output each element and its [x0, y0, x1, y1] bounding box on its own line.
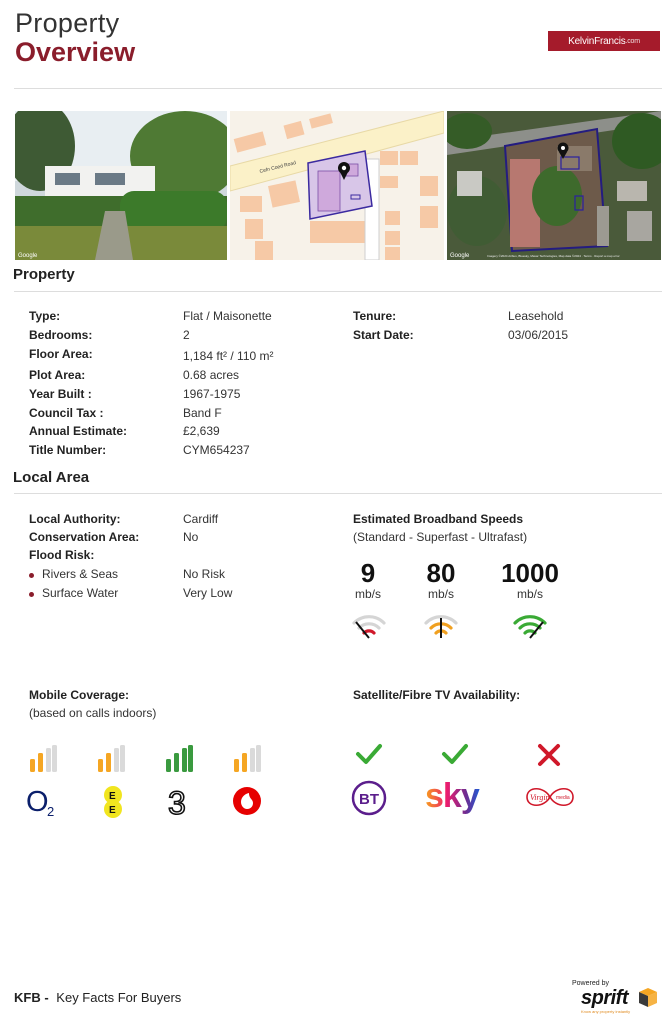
sky-logo-text: sky — [425, 777, 479, 815]
powered-by-label: Powered by — [572, 980, 609, 987]
three-logo-icon — [167, 785, 193, 824]
bullet-icon — [29, 592, 34, 597]
type-label: Type: — [29, 309, 61, 323]
site-plan-map — [230, 111, 444, 260]
council-tax-label: Council Tax : — [29, 406, 104, 420]
speed-standard-value: 9 — [360, 558, 376, 588]
bt-logo-text: BT — [359, 791, 379, 808]
three-signal-icon — [165, 745, 193, 777]
tenure-label: Tenure: — [353, 309, 397, 323]
annual-estimate-label: Annual Estimate: — [29, 424, 128, 438]
o2-signal-icon — [29, 745, 57, 777]
local-area-divider — [14, 493, 662, 494]
mobile-heading: Mobile Coverage: — [29, 688, 130, 702]
footer-kfb — [14, 990, 181, 1005]
gauge-superfast-icon — [424, 612, 458, 647]
street-view-photo — [15, 111, 227, 260]
local-area-heading: Local Area — [13, 469, 90, 486]
vodafone-signal-icon — [233, 745, 261, 777]
bullet-icon — [29, 573, 34, 578]
sky-check-icon — [441, 743, 469, 770]
year-built-label: Year Built : — [29, 387, 92, 401]
local-authority-label: Local Authority: — [29, 512, 121, 526]
conservation-label: Conservation Area: — [29, 530, 140, 544]
speed-ultrafast-unit: mb/s — [516, 587, 543, 601]
street-view-credit: Google — [18, 253, 38, 259]
satellite-credit: Google — [450, 253, 470, 259]
annual-estimate-value: £2,639 — [183, 424, 220, 438]
start-date-value: 03/06/2015 — [508, 328, 569, 342]
sprift-tagline: Know any property instantly — [581, 1009, 631, 1014]
broadband-subheading: (Standard - Superfast - Ultrafast) — [353, 530, 528, 544]
broadband-heading: Estimated Broadband Speeds — [353, 512, 524, 526]
floor-area-label: Floor Area: — [29, 347, 93, 361]
footer-tagline: Key Facts For Buyers — [56, 990, 182, 1005]
tenure-value: Leasehold — [508, 309, 564, 323]
vodafone-logo-icon — [232, 786, 262, 821]
surface-water-label: Surface Water — [42, 586, 119, 600]
conservation-value: No — [183, 530, 199, 544]
page-title-line1: Property — [15, 8, 120, 38]
o2-logo-icon — [26, 785, 62, 824]
brand-suffix: .com — [625, 37, 640, 45]
svg-text:O: O — [26, 786, 49, 818]
brand-logo — [548, 31, 660, 51]
plot-area-label: Plot Area: — [29, 368, 86, 382]
virgin-media-logo-text: media — [556, 795, 570, 801]
bt-logo-icon — [351, 780, 387, 821]
bedrooms-label: Bedrooms: — [29, 328, 93, 342]
page-title-line2: Overview — [15, 37, 136, 67]
ee-logo-icon — [101, 784, 125, 825]
surface-water-value: Very Low — [183, 586, 233, 600]
virgin-cross-icon — [537, 743, 561, 772]
footer-kfb-label: KFB - — [14, 990, 49, 1005]
svg-text:3: 3 — [168, 785, 186, 819]
bt-check-icon — [355, 743, 383, 770]
gauge-ultrafast-icon — [513, 612, 547, 647]
sprift-cube-icon — [635, 986, 661, 1015]
virgin-logo-text: Virgin — [530, 793, 550, 802]
rivers-seas-value: No Risk — [183, 567, 226, 581]
title-number-value: CYM654237 — [183, 443, 250, 457]
ee-signal-icon — [97, 745, 125, 777]
property-divider — [14, 291, 662, 292]
speed-ultrafast-value: 1000 — [501, 558, 559, 588]
title-number-label: Title Number: — [29, 443, 107, 457]
plot-area-value: 0.68 acres — [183, 368, 240, 382]
svg-text:2: 2 — [47, 804, 55, 819]
sky-logo-icon — [424, 777, 486, 822]
svg-text:E: E — [109, 791, 116, 802]
tv-heading: Satellite/Fibre TV Availability: — [353, 688, 521, 702]
bedrooms-value: 2 — [183, 328, 190, 342]
satellite-attribution: Imagery ©2024 Airbus, Bluesky, Maxar Technologies, Map data ©2024 · Terms · Report a map error — [487, 254, 620, 258]
brand-name: KelvinFrancis — [568, 35, 626, 47]
map-road-label: Cefn Coed Road — [259, 160, 297, 175]
year-built-value: 1967-1975 — [183, 387, 241, 401]
virgin-media-logo-icon — [522, 780, 578, 819]
header-divider — [14, 88, 662, 89]
floor-area-value: 1,184 ft² / 110 m² — [183, 349, 274, 363]
type-value: Flat / Maisonette — [183, 309, 272, 323]
council-tax-value: Band F — [183, 406, 222, 420]
satellite-photo — [447, 111, 661, 260]
mobile-subheading: (based on calls indoors) — [29, 706, 157, 720]
speed-standard-unit: mb/s — [354, 587, 381, 601]
gauge-standard-icon — [352, 612, 386, 647]
rivers-seas-label: Rivers & Seas — [42, 567, 119, 581]
svg-text:E: E — [109, 805, 116, 816]
speed-superfast-value: 80 — [426, 558, 456, 588]
local-authority-value: Cardiff — [183, 512, 219, 526]
property-heading: Property — [13, 266, 75, 283]
sprift-logo: sprift — [581, 987, 628, 1009]
start-date-label: Start Date: — [353, 328, 414, 342]
speed-superfast-unit: mb/s — [427, 587, 454, 601]
flood-risk-label: Flood Risk: — [29, 548, 95, 562]
